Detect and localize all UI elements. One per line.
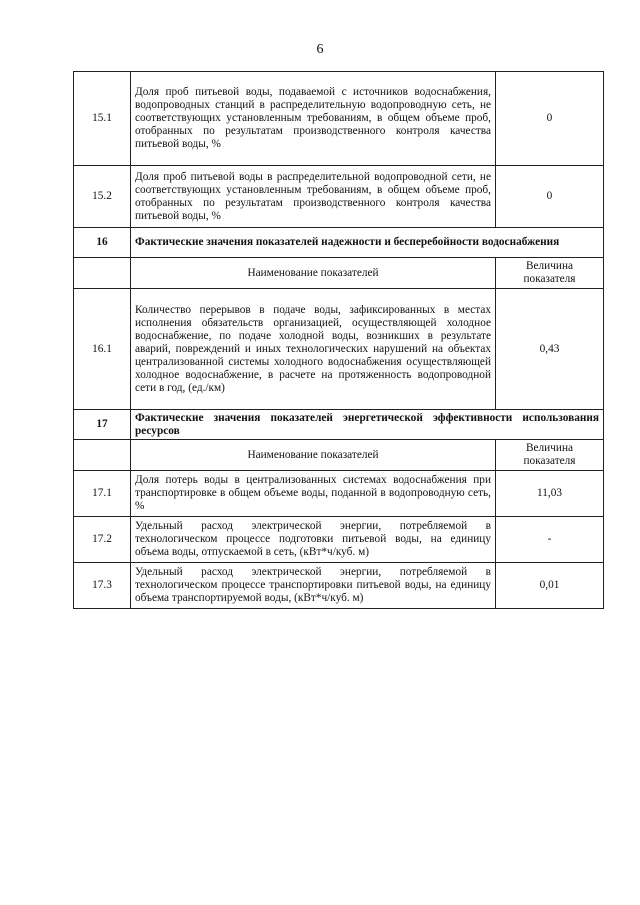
header-name: Наименование показателей <box>131 440 496 471</box>
header-value: Величина показателя <box>496 258 604 289</box>
section-row <box>74 228 604 258</box>
indicator-value: 0 <box>496 72 604 166</box>
indicator-value: 0,01 <box>496 563 604 609</box>
table-row <box>74 166 604 228</box>
indicator-value: 0 <box>496 166 604 228</box>
indicator-name: Доля потерь воды в централизованных системах водоснабжения при транспортировке в общем объеме воды, поданной в водопроводную сеть, % <box>131 471 496 517</box>
section-title: Фактические значения показателей энергетической эффективности использования ресурсов <box>131 410 604 440</box>
section-row <box>74 410 604 440</box>
indicator-value: - <box>496 517 604 563</box>
indicator-value: 11,03 <box>496 471 604 517</box>
table-row <box>74 471 604 517</box>
table-row <box>74 289 604 410</box>
table-row <box>74 72 604 166</box>
section-title: Фактические значения показателей надежности и бесперебойности водоснабжения <box>131 228 604 258</box>
indicator-name: Доля проб питьевой воды в распределительной водопроводной сети, не соответствующих установленным требованиям, в общем объеме проб, отобранных по результатам производственного контроля качества питьевой воды, % <box>131 166 496 228</box>
indicator-name: Удельный расход электрической энергии, потребляемой в технологическом процессе транспортировки питьевой воды, на единицу объема транспортируемой воды, (кВт*ч/куб. м) <box>131 563 496 609</box>
row-number: 15.1 <box>74 72 131 166</box>
row-number: 17.2 <box>74 517 131 563</box>
header-row <box>74 440 604 471</box>
header-value: Величина показателя <box>496 440 604 471</box>
indicator-value: 0,43 <box>496 289 604 410</box>
header-empty-cell <box>74 258 131 289</box>
section-number: 17 <box>74 410 131 440</box>
indicator-name: Доля проб питьевой воды, подаваемой с источников водоснабжения, водопроводных станций в распределительную водопроводную сеть, не соответствующих установленным требованиям, в общем объеме проб, отобранных по результатам производственного контроля качества питьевой воды, % <box>131 72 496 166</box>
indicator-name: Количество перерывов в подаче воды, зафиксированных в местах исполнения обязательств организацией, осуществляющей холодное водоснабжение, по подаче холодной воды, возникших в результате аварий, повреждений и иных технологических нарушений на объектах централизованной системы холодного водоснабжения осуществляющей холодное водоснабжение, в расчете на протяженность водопроводной сети в год, (ед./км) <box>131 289 496 410</box>
table-row <box>74 563 604 609</box>
page-number: 6 <box>316 42 324 57</box>
header-name: Наименование показателей <box>131 258 496 289</box>
section-number: 16 <box>74 228 131 258</box>
row-number: 17.3 <box>74 563 131 609</box>
indicator-name: Удельный расход электрической энергии, потребляемой в технологическом процессе подготовки питьевой воды, на единицу объема воды, отпускаемой в сеть, (кВт*ч/куб. м) <box>131 517 496 563</box>
row-number: 17.1 <box>74 471 131 517</box>
row-number: 15.2 <box>74 166 131 228</box>
header-empty-cell <box>74 440 131 471</box>
indicators-table <box>73 71 604 609</box>
table-row <box>74 517 604 563</box>
row-number: 16.1 <box>74 289 131 410</box>
header-row <box>74 258 604 289</box>
